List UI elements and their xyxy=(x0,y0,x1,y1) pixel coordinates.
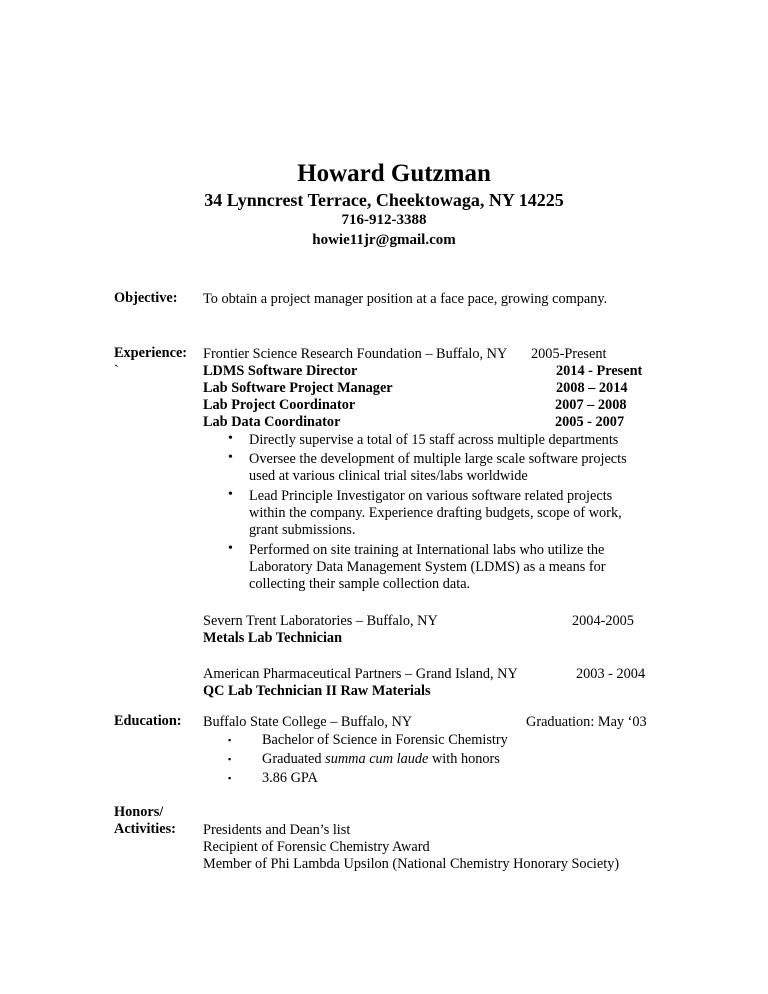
honors-text-post: with honors xyxy=(428,751,500,767)
education-degree: Bachelor of Science in Forensic Chemistry xyxy=(262,732,508,748)
job1-bullet-line: Oversee the development of multiple large scale software projects xyxy=(249,451,627,467)
honors-text-italic: summa cum laude xyxy=(325,751,429,767)
phone-number: 716-912-3388 xyxy=(341,212,427,228)
job1-dates: 2005-Present xyxy=(531,346,607,362)
email-address: howie11jr@gmail.com xyxy=(312,232,456,248)
bullet-icon: • xyxy=(228,431,233,446)
honors-label: Honors/ xyxy=(114,804,164,820)
job1-role-dates: 2008 – 2014 xyxy=(556,380,628,396)
job1-role-title: Lab Project Coordinator xyxy=(203,397,356,413)
job1-role-title: LDMS Software Director xyxy=(203,363,358,379)
experience-label: Experience: xyxy=(114,345,188,361)
education-label: Education: xyxy=(114,713,182,729)
square-bullet-icon: ▪ xyxy=(228,773,232,783)
job2-employer: Severn Trent Laboratories – Buffalo, NY xyxy=(203,613,438,629)
square-bullet-icon: ▪ xyxy=(228,735,232,745)
job3-title: QC Lab Technician II Raw Materials xyxy=(203,683,431,699)
job2-title: Metals Lab Technician xyxy=(203,630,343,646)
job1-bullet-line: collecting their sample collection data. xyxy=(249,576,471,592)
honors-item: Presidents and Dean’s list xyxy=(203,822,351,838)
job1-role-dates: 2007 – 2008 xyxy=(555,397,627,413)
job1-bullet-line: used at various clinical trial sites/labs worldwide xyxy=(249,468,528,484)
job1-role-dates: 2005 - 2007 xyxy=(555,414,625,430)
graduation-date: Graduation: May ‘03 xyxy=(526,714,647,730)
education-school: Buffalo State College – Buffalo, NY xyxy=(203,714,413,730)
address: 34 Lynncrest Terrace, Cheektowaga, NY 14225 xyxy=(204,190,564,210)
job3-employer: American Pharmaceutical Partners – Grand Island, NY xyxy=(203,666,518,682)
job1-bullet-line: Directly supervise a total of 15 staff across multiple departments xyxy=(249,432,619,448)
job1-role-dates: 2014 - Present xyxy=(556,363,643,379)
bullet-icon: • xyxy=(228,487,233,502)
honors-item: Recipient of Forensic Chemistry Award xyxy=(203,839,430,855)
objective-label: Objective: xyxy=(114,290,178,306)
honors-item: Member of Phi Lambda Upsilon (National Chemistry Honorary Society) xyxy=(203,856,620,872)
square-bullet-icon: ▪ xyxy=(228,754,232,764)
job1-role-title: Lab Software Project Manager xyxy=(203,380,393,396)
honors-text-pre: Graduated xyxy=(262,751,326,767)
job1-bullet-line: grant submissions. xyxy=(249,522,356,538)
bullet-icon: • xyxy=(228,541,233,556)
job1-role-title: Lab Data Coordinator xyxy=(203,414,341,430)
stray-mark: ` xyxy=(114,363,119,379)
job3-dates: 2003 - 2004 xyxy=(576,666,646,682)
job1-bullet-line: within the company. Experience drafting budgets, scope of work, xyxy=(249,505,622,521)
resume-name: Howard Gutzman xyxy=(297,160,491,187)
job1-bullet-line: Lead Principle Investigator on various software related projects xyxy=(249,488,613,504)
job1-bullet-line: Performed on site training at International labs who utilize the xyxy=(249,542,605,558)
job1-bullet-line: Laboratory Data Management System (LDMS) as a means for xyxy=(249,559,606,575)
job1-employer: Frontier Science Research Foundation – Buffalo, NY xyxy=(203,346,508,362)
activities-label: Activities: xyxy=(114,821,176,837)
education-gpa: 3.86 GPA xyxy=(262,770,318,786)
bullet-icon: • xyxy=(228,450,233,465)
education-honors xyxy=(262,750,500,768)
job2-dates: 2004-2005 xyxy=(572,613,634,629)
objective-text: To obtain a project manager position at a face pace, growing company. xyxy=(203,291,608,307)
